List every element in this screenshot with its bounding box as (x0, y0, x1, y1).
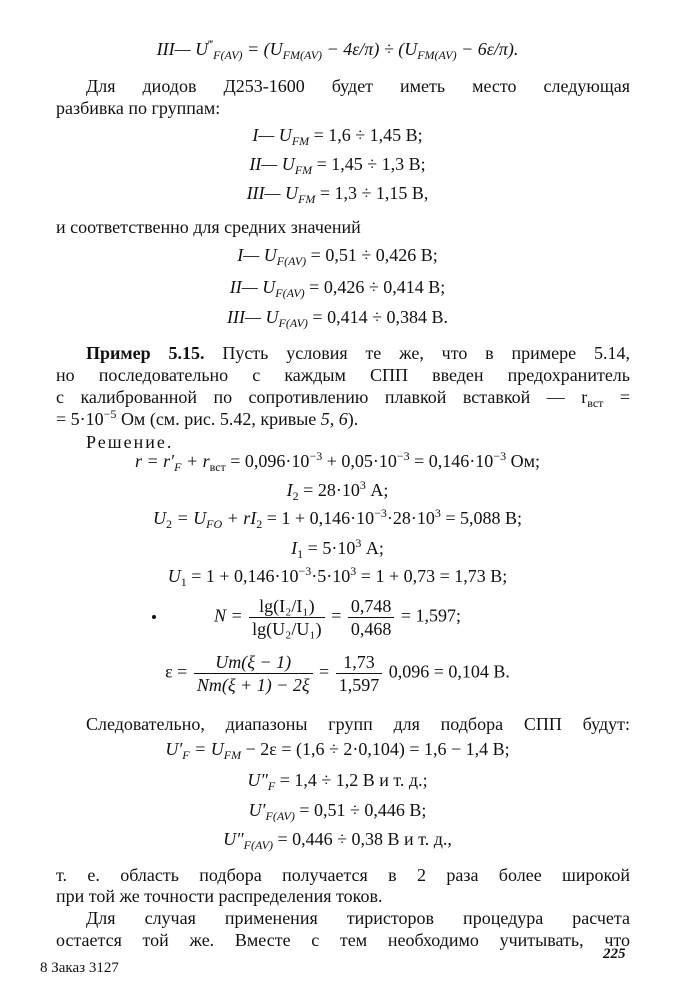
equation-i1: $I_1 = 5\cdot 10^3$ А; (291, 536, 384, 561)
paragraph-line: т. е. область подбора получается в 2 раза более широкой (56, 865, 630, 885)
example-heading-line: Пример 5.15. Пусть условия те же, что в примере 5.14, (86, 343, 630, 363)
equation-u1: $U_1 = 1 + 0,146\cdot 10^{-3}\cdot 5\cdot 10^3 = 1 + 0,73 = 1,73$ В; (167, 564, 508, 589)
equation-r: $r = r'_F + r_{вст} = 0,096\cdot 10^{-3} + 0,05\cdot 10^{-3} = 0,146\cdot 10^{-3}$ Ом; (135, 449, 540, 474)
paragraph-line: при той же точности распределения токов. (56, 886, 383, 906)
paragraph-line: Для диодов Д253-1600 будет иметь место следующая (86, 76, 630, 96)
formula-group-iii-upper: III— $U^‴_{F(AV)} = (U_{FM(AV)} - 4\varepsilon/\pi) \div (U_{FM(AV)} - 6\varepsilon/\pi)$. (156, 37, 519, 62)
equation-u2: $U_2 = U_{FO} + rI_2 = 1 + 0,146\cdot 10^{-3}\cdot 28\cdot 10^3 = 5,088$ В; (152, 506, 523, 531)
paragraph-line: и соответственно для средних значений (56, 217, 361, 237)
formula-group: III— $U_{FM} = 1,3 \div 1,15$ В, (246, 183, 429, 206)
formula-group: II— $U_{FM} = 1,45 \div 1,3$ В; (249, 154, 426, 177)
paragraph-line: с калиброванной по сопротивлению плавкой вставкой — $r_{вст}$ = (56, 387, 631, 410)
paragraph-line: Следовательно, диапазоны групп для подбора СПП будут: (86, 714, 630, 734)
fraction: $\frac{\text{lg(I₂/I₁)}}{\text{lg(U₂/U₁)}}$ (249, 596, 325, 639)
range-formula: $U''_F = 1,4 \div 1,2$ В и т. д.; (247, 770, 428, 793)
range-formula: $U'_F = U_{FM} - 2\varepsilon = (1,6 \div 2\cdot 0,104) = 1,6 - 1,4$ В; (165, 739, 510, 762)
equation-n: N = $\frac{\text{lg(I₂/I₁)}}{\text{lg(U₂/U₁)}}$ = $\frac{0,748}{0,468}$ = 1,597; (213, 596, 461, 639)
paragraph-line: разбивка по группам: (56, 98, 221, 118)
paragraph-line: Для случая применения тиристоров процедура расчета (86, 908, 630, 928)
equation-epsilon: ε = $\frac{Um(\xi - 1)}{Nm(\xi + 1) - 2\xi}$ = $\frac{1,73}{1,597}$ 0,096 = 0,104 В. (165, 652, 510, 695)
formula-average: I— $U_{F(AV)} = 0,51 \div 0,426$ В; (237, 245, 438, 268)
fraction: $\frac{Um(\xi - 1)}{Nm(\xi + 1) - 2\xi}$ (194, 652, 313, 695)
page-number: 225 (603, 946, 626, 962)
formula-average: III— $U_{F(AV)} = 0,414 \div 0,384$ В. (227, 307, 448, 330)
fraction: $\frac{1,73}{1,597}$ (336, 652, 383, 695)
range-formula: $U'_{F(AV)} = 0,51 \div 0,446$ В; (248, 800, 427, 823)
formula-group: I— $U_{FM} = 1,6 \div 1,45$ В; (252, 125, 423, 148)
paragraph-line: но последовательно с каждым СПП введен предохранитель (56, 365, 630, 385)
equation-i2: $I_2 = 28\cdot 10^3$ А; (286, 478, 389, 503)
formula-average: II— $U_{F(AV)} = 0,426 \div 0,414$ В; (229, 277, 446, 300)
paragraph-line: = $5\cdot 10^{-5}$ Ом (см. рис. 5.42, кривые 5, 6). (56, 407, 359, 429)
range-formula: $U''_{F(AV)} = 0,446 \div 0,38$ В и т. д., (223, 829, 452, 852)
printer-signature: 8 Заказ 3127 (40, 960, 119, 976)
fraction: $\frac{0,748}{0,468}$ (348, 596, 395, 639)
paragraph-line: остается той же. Вместе с тем необходимо учитывать, что (56, 930, 630, 950)
solution-heading: Решение. (86, 432, 174, 452)
